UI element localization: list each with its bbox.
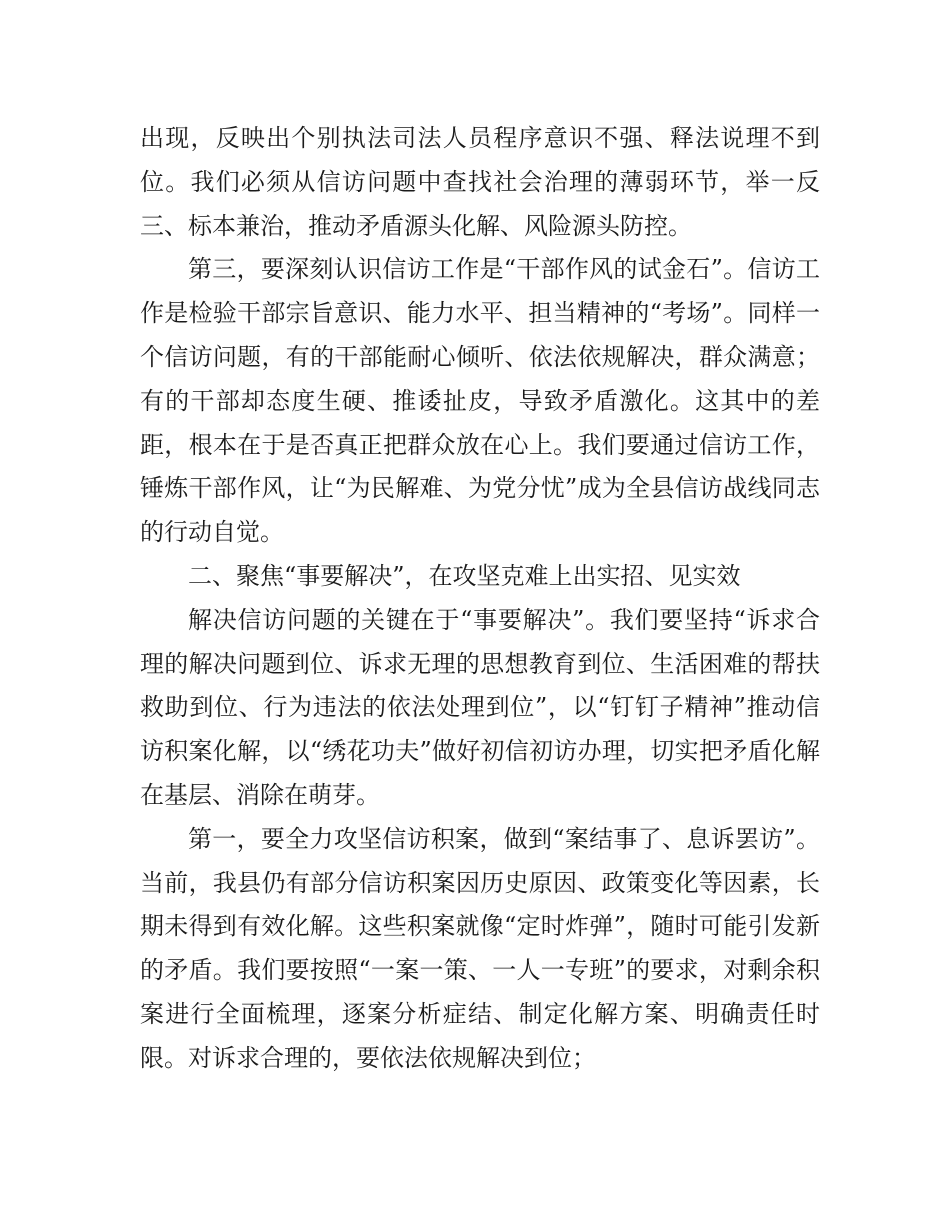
paragraph-point-one: 第一，要全力攻坚信访积案，做到“案结事了、息诉罢访”。当前，我县仍有部分信访积案因历史原因、政策变化等因素，长期未得到有效化解。这些积案就像“定时炸弹”，随时可能引发新的矛盾。我们要按照“一案一策、一人一专班”的要求，对剩余积案进行全面梳理，逐案分析症结、制定化解方案、明确责任时限。对诉求合理的，要依法依规解决到位；: [140, 824, 820, 1072]
paragraph-section-intro: 解决信访问题的关键在于“事要解决”。我们要坚持“诉求合理的解决问题到位、诉求无理的思想教育到位、生活困难的帮扶救助到位、行为违法的依法处理到位”，以“钉钉子精神”推动信访积案化解，以“绣花功夫”做好初信初访办理，切实把矛盾化解在基层、消除在萌芽。: [140, 605, 820, 809]
document-body: [140, 117, 820, 1081]
section-heading-two: 二、聚焦“事要解决”，在攻坚克难上出实招、见实效: [188, 561, 741, 590]
paragraph-continuation: 出现，反映出个别执法司法人员程序意识不强、释法说理不到位。我们必须从信访问题中查找社会治理的薄弱环节，举一反三、标本兼治，推动矛盾源头化解、风险源头防控。: [140, 124, 820, 240]
paragraph-point-three: 第三，要深刻认识信访工作是“干部作风的试金石”。信访工作是检验干部宗旨意识、能力水平、担当精神的“考场”。同样一个信访问题，有的干部能耐心倾听、依法依规解决，群众满意；有的干部却态度生硬、推诿扯皮，导致矛盾激化。这其中的差距，根本在于是否真正把群众放在心上。我们要通过信访工作，锤炼干部作风，让“为民解难、为党分忧”成为全县信访战线同志的行动自觉。: [140, 255, 820, 547]
